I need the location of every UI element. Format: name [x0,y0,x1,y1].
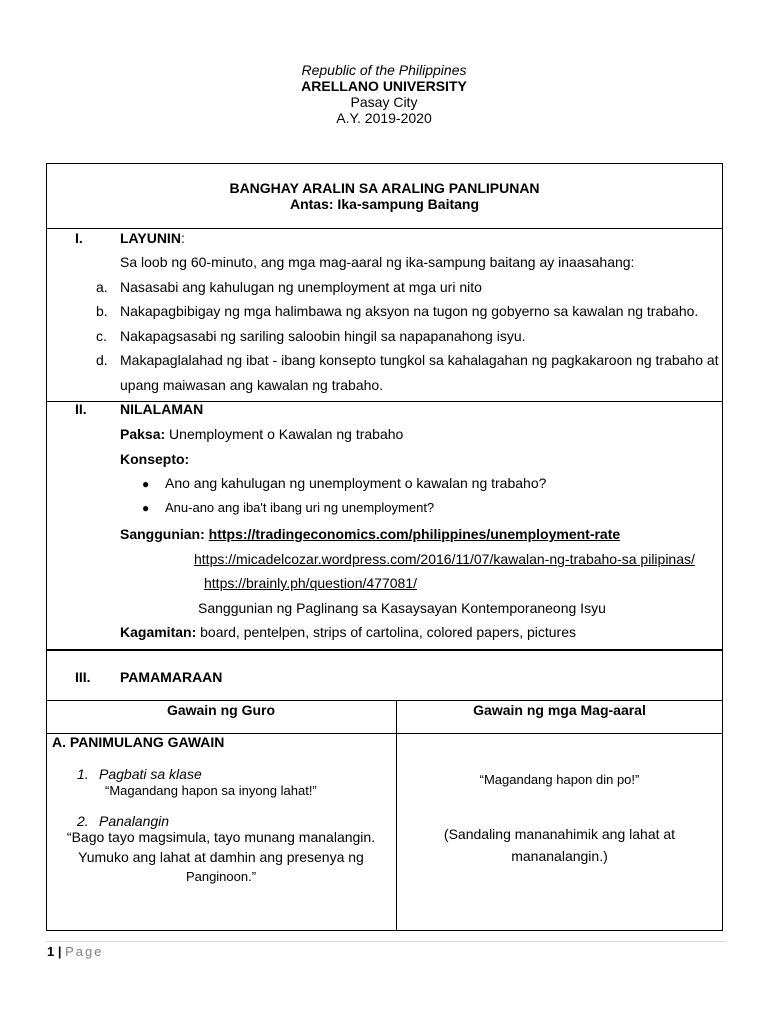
paksa-label: Paksa: [120,426,166,442]
title-grade-level: Antas: Ika-sampung Baitang [289,196,480,212]
divider-title [46,228,723,229]
nilalaman-numeral: II. [75,401,87,417]
sanggunian-label: Sanggunian: [120,526,205,542]
header-university: ARELLANO UNIVERSITY [301,78,467,94]
kagamitan-label: Kagamitan: [120,624,197,640]
step-1-mag-aaral-text: “Magandang hapon din po!” [479,772,640,787]
page-footer [47,944,104,959]
sanggunian-book: Sanggunian ng Paglinang sa Kasaysayan Kontemporaneong Isyu [198,600,606,616]
divider-nilalaman [46,649,723,651]
lesson-plan-title [46,180,723,212]
pamamaraan-heading: PAMAMARAAN [120,669,223,685]
header-academic-year: A.Y. 2019-2020 [336,110,432,126]
layunin-intro: Sa loob ng 60-minuto, ang mga mag-aaral ng ika-sampung baitang ay inaasahang: [120,254,635,270]
title-main: BANGHAY ARALIN SA ARALING PANLIPUNAN [229,180,540,196]
sanggunian-link-brainly[interactable]: https://brainly.ph/question/477081/ [204,575,418,591]
layunin-item-d-continued: upang maiwasan ang kawalan ng trabaho. [120,377,384,393]
step-1-guro-text: “Magandang hapon sa inyong lahat!” [105,783,317,798]
konsepto-item-2: Anu-ano ang iba't ibang uri ng unemployment? [165,500,435,515]
sanggunian-link-micadelcozar[interactable]: https://micadelcozar.wordpress.com/2016/11/07/kawalan-ng-trabaho-sa pilipinas/ [194,551,695,567]
layunin-numeral: I. [75,230,83,246]
step-2-title: Panalangin [99,813,170,829]
footer-rule [46,941,726,942]
layunin-marker-d: d. [96,352,108,368]
step-2-mag-aaral-line-1: (Sandaling mananahimik ang lahat at [443,826,676,842]
header-city: Pasay City [350,94,418,110]
header-republic: Republic of the Philippines [301,62,467,78]
paksa-row [120,426,403,442]
step-1-marker: 1. [77,766,89,782]
divider-pamamaraan [46,700,723,701]
sanggunian-link-tradingeconomics[interactable]: https://tradingeconomics.com/philippines/unemployment-rate [208,526,621,542]
column-header-guro: Gawain ng Guro [166,702,276,718]
konsepto-label: Konsepto: [120,451,190,467]
step-2-marker: 2. [77,813,89,829]
layunin-marker-a: a. [96,279,108,295]
layunin-item-d: Makapaglalahad ng ibat - ibang konsepto tungkol sa kahalagahan ng pagkakaroon ng trabaho at [120,352,719,368]
layunin-marker-c: c. [96,328,107,344]
layunin-heading-text: LAYUNIN [120,230,181,246]
document-header [0,62,768,126]
step-2-guro-line-1: “Bago tayo magsimula, tayo munang manalangin. [66,829,376,845]
paksa-value: Unemployment o Kawalan ng trabaho [165,426,404,442]
kagamitan-value: board, pentelpen, strips of cartolina, colored papers, pictures [196,624,577,640]
step-2-guro-line-3: Panginoon.” [185,869,257,884]
bullet-icon: ● [142,501,150,515]
footer-separator: | [57,944,62,959]
step-1-title: Pagbati sa klase [99,766,202,782]
kagamitan-row [120,624,576,640]
footer-page-number: 1 [47,944,55,959]
nilalaman-heading: NILALAMAN [120,401,204,417]
bullet-icon: ● [142,477,150,491]
layunin-marker-b: b. [96,303,108,319]
layunin-heading [120,230,185,246]
column-header-mag-aaral: Gawain ng mga Mag-aaral [473,702,646,718]
layunin-item-a: Nasasabi ang kahulugan ng unemployment at mga uri nito [120,279,482,295]
footer-page-word: Page [65,944,104,959]
sanggunian-row [120,526,620,542]
layunin-item-c: Nakapagsasabi ng sariling saloobin hingil sa napapanahong isyu. [120,328,526,344]
layunin-colon: : [180,230,185,246]
konsepto-item-1: Ano ang kahulugan ng unemployment o kawalan ng trabaho? [165,475,547,491]
section-panimulang-gawain: A. PANIMULANG GAWAIN [52,734,225,750]
pamamaraan-numeral: III. [75,669,91,685]
step-2-mag-aaral-line-2: mananalangin.) [511,848,608,864]
step-2-guro-line-2: Yumuko ang lahat at damhin ang presenya ng [78,849,364,865]
column-divider [396,700,397,931]
layunin-item-b: Nakapagbibigay ng mga halimbawa ng aksyon na tugon ng gobyerno sa kawalan ng trabaho. [120,303,699,319]
